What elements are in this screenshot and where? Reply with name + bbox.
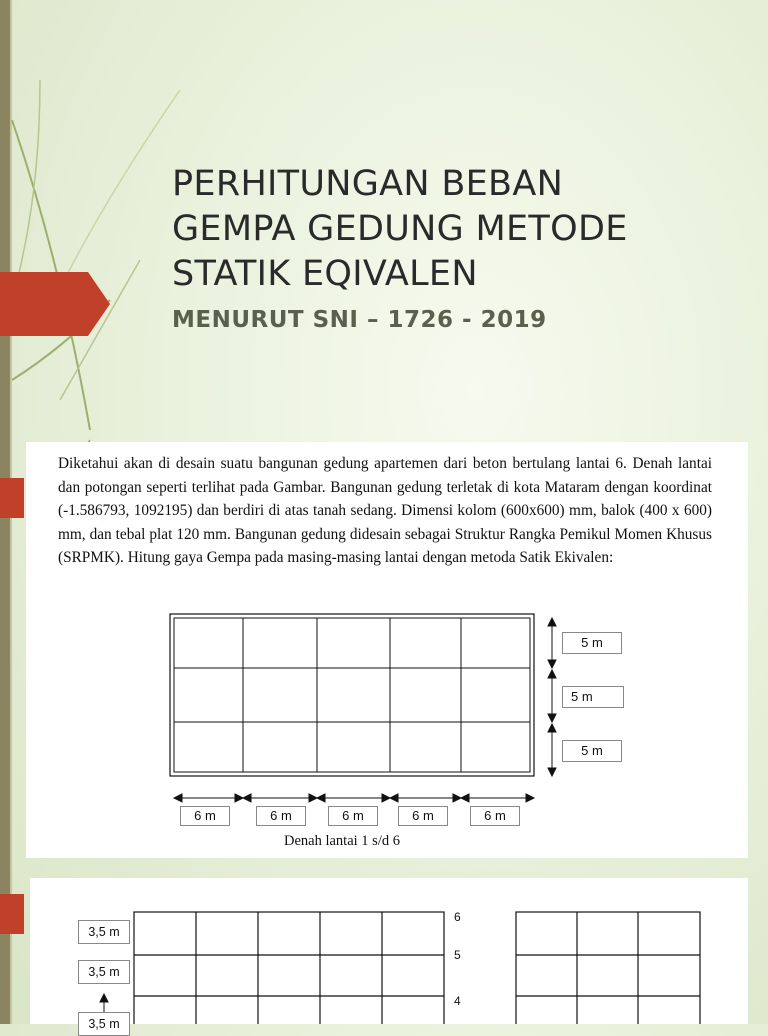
floor-number: 5 (454, 948, 461, 962)
title-line: STATIK EQIVALEN (172, 254, 478, 294)
title-arrow-tab (0, 272, 110, 336)
problem-text: Diketahui akan di desain suatu bangunan gedung apartemen dari beton bertulang lantai 6. Denah lantai dan potongan seperti terlihat pada Gambar. Bangunan gedung terletak di kota Mataram dengan koordinat (-1.586793, 1092195) dan berdiri di atas tanah sedang. Dimensi kolom (600x600) mm, balok (400 x 600) mm, dan tebal plat 120 mm. Bangunan gedung didesain sebagai Struktur Rangka Pemikul Momen Khusus (SRPMK). Hitung gaya Gempa pada masing-masing lantai dengan metoda Satik Ekivalen: (58, 455, 712, 566)
section-panel (30, 878, 748, 1031)
section-drawing (30, 878, 748, 1024)
plan-caption: Denah lantai 1 s/d 6 (284, 833, 400, 849)
dim-label-x: 6 m (180, 806, 230, 826)
story-arrow (100, 994, 108, 1012)
dim-label-y: 5 m (562, 740, 622, 762)
story-height-label: 3,5 m (78, 1012, 130, 1036)
vertical-dimension (548, 618, 556, 776)
section-frame-right (516, 912, 700, 1024)
plan-inner-outline (174, 618, 530, 772)
story-height-label: 3,5 m (78, 960, 130, 984)
horizontal-dimension (174, 794, 534, 802)
accent-tab (0, 894, 24, 934)
dim-label-y: 5 m (562, 686, 624, 708)
dim-label-x: 6 m (328, 806, 378, 826)
story-height-label: 3,5 m (78, 920, 130, 944)
slide-subtitle: MENURUT SNI – 1726 - 2019 (172, 307, 547, 333)
floor-number: 6 (454, 910, 461, 924)
accent-tab (0, 478, 24, 518)
floor-number: 4 (454, 994, 461, 1008)
title-line: PERHITUNGAN BEBAN (172, 164, 564, 204)
dim-label-y: 5 m (562, 632, 622, 654)
floor-plan-drawing (26, 442, 748, 858)
dim-label-x: 6 m (470, 806, 520, 826)
dim-label-x: 6 m (398, 806, 448, 826)
title-line: GEMPA GEDUNG METODE (172, 209, 628, 249)
section-frame-left (134, 912, 444, 1024)
dim-label-x: 6 m (256, 806, 306, 826)
slide-title (172, 162, 732, 297)
plan-outline (170, 614, 534, 776)
problem-panel (26, 442, 748, 858)
